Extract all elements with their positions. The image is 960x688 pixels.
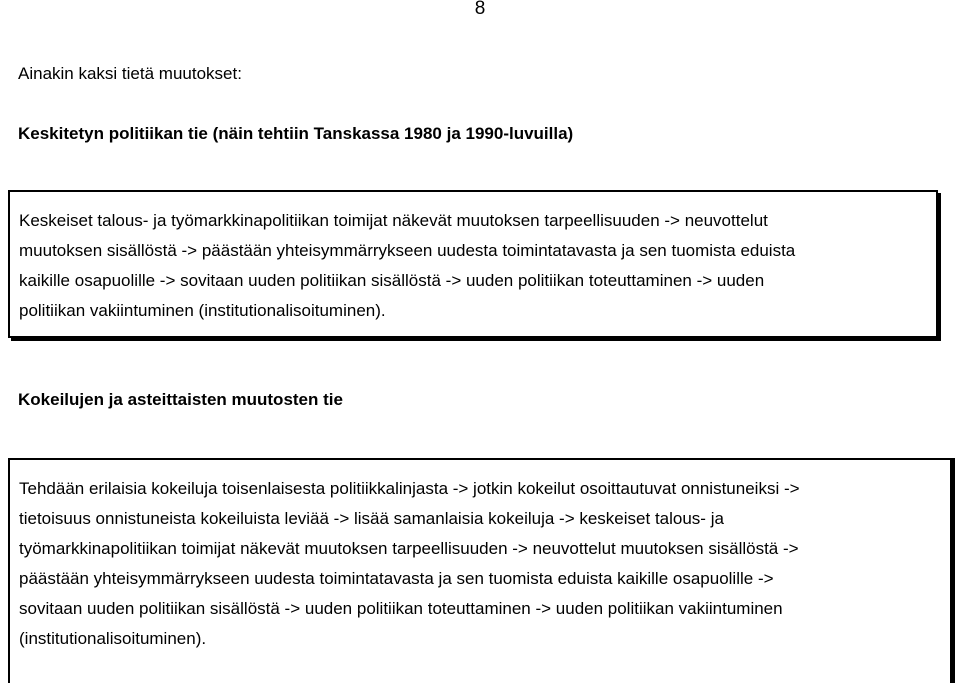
text-line: kaikille osapuolille -> sovitaan uuden politiikan sisällöstä -> uuden politiikan toteuttaminen -> uuden [19,271,765,290]
text-box-centralized-policy [8,190,938,338]
text-line: päästään yhteisymmärrykseen uudesta toimintatavasta ja sen tuomista eduista kaikille osapuolille -> [19,569,774,588]
text-line: työmarkkinapolitiikan toimijat näkevät muutoksen tarpeellisuuden -> neuvottelut muutoksen sisällöstä -> [19,539,799,558]
text-line: Tehdään erilaisia kokeiluja toisenlaisesta politiikkalinjasta -> jotkin kokeilut osoittautuvat onnistuneiksi -> [19,479,800,498]
text-line: Keskeiset talous- ja työmarkkinapolitiikan toimijat näkevät muutoksen tarpeellisuuden -> neuvottelut [19,211,768,230]
text-line: sovitaan uuden politiikan sisällöstä -> uuden politiikan toteuttaminen -> uuden politiikan vakiintuminen [19,599,783,618]
text-line: muutoksen sisällöstä -> päästään yhteisymmärrykseen uudesta toimintatavasta ja sen tuomista eduista [19,241,796,260]
text-box-experiments [8,458,952,683]
section-heading-experiments: Kokeilujen ja asteittaisten muutosten tie [18,390,343,409]
text-line: (institutionalisoituminen). [19,629,207,648]
section-heading-centralized-policy: Keskitetyn politiikan tie (näin tehtiin Tanskassa 1980 ja 1990-luvuilla) [18,124,574,143]
page-number: 8 [474,0,486,19]
intro-text: Ainakin kaksi tietä muutokset: [18,64,242,83]
text-line: politiikan vakiintuminen (institutionalisoituminen). [19,301,386,320]
text-line: tietoisuus onnistuneista kokeiluista leviää -> lisää samanlaisia kokeiluja -> keskeiset talous- ja [19,509,724,528]
